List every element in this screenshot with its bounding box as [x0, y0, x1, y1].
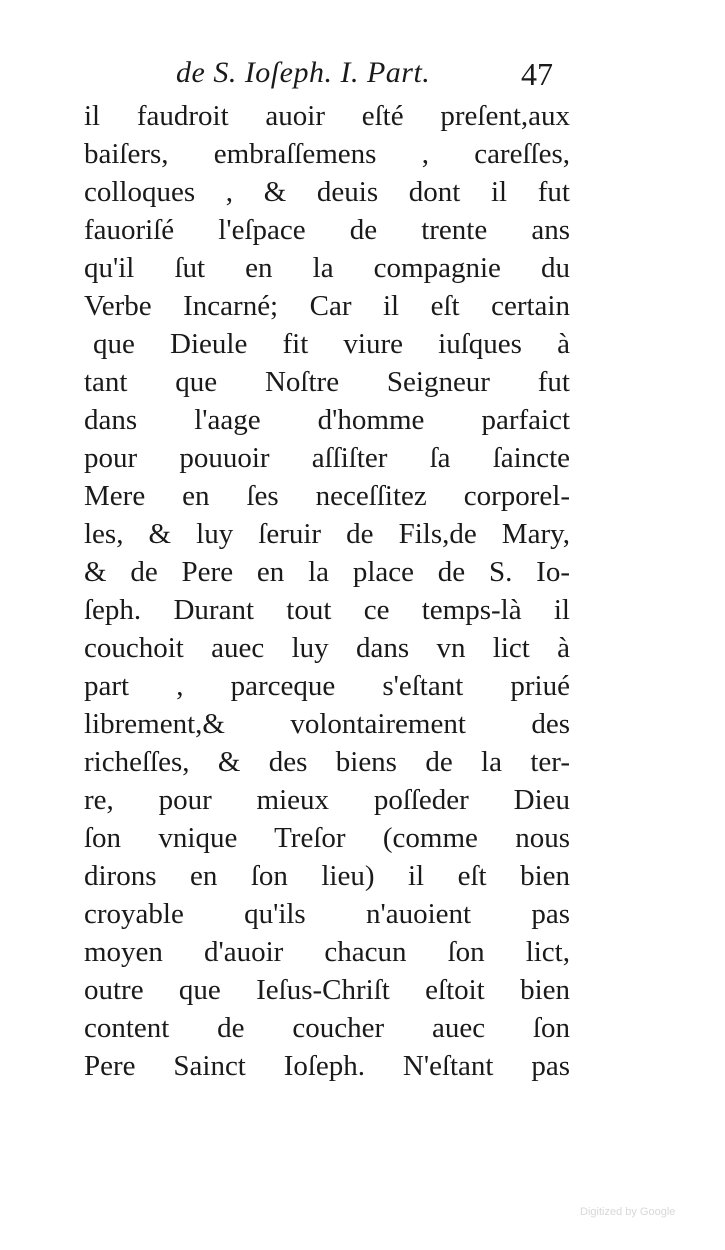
text-line: content de coucher auec ſon	[84, 1012, 570, 1044]
text-line: ſon vnique Treſor (comme nous	[84, 822, 570, 854]
text-line: part , parceque s'eſtant priué	[84, 670, 570, 702]
text-line: croyable qu'ils n'auoient pas	[84, 898, 570, 930]
text-line: fauoriſé l'eſpace de trente ans	[84, 214, 570, 246]
text-line: Pere Sainct Ioſeph. N'eſtant pas	[84, 1050, 570, 1082]
text-line: qu'il ſut en la compagnie du	[84, 252, 570, 284]
page-number: 47	[521, 56, 553, 92]
digitization-watermark: Digitized by Google	[580, 1206, 676, 1218]
text-line: tant que Noſtre Seigneur fut	[84, 366, 570, 398]
text-line: re, pour mieux poſſeder Dieu	[84, 784, 570, 816]
text-line: dans l'aage d'homme parfaict	[84, 404, 570, 436]
text-line: il faudroit auoir eſté preſent,aux	[84, 100, 570, 132]
text-line: outre que Ieſus-Chriſt eſtoit bien	[84, 974, 570, 1006]
text-line: Verbe Incarné; Car il eſt certain	[84, 290, 570, 322]
text-line: moyen d'auoir chacun ſon lict,	[84, 936, 570, 968]
text-line: & de Pere en la place de S. Io-	[84, 556, 570, 588]
text-line: baiſers, embraſſemens , careſſes,	[84, 138, 570, 170]
running-title: de S. Ioſeph. I. Part.	[176, 56, 431, 89]
page-header	[176, 56, 576, 96]
text-line: les, & luy ſeruir de Fils,de Mary,	[84, 518, 570, 550]
text-line: colloques , & deuis dont il fut	[84, 176, 570, 208]
text-line: dirons en ſon lieu) il eſt bien	[84, 860, 570, 892]
text-line: couchoit auec luy dans vn lict à	[84, 632, 570, 664]
text-line: richeſſes, & des biens de la ter-	[84, 746, 570, 778]
text-line: librement,& volontairement des	[84, 708, 570, 740]
text-line: pour pouuoir aſſiſter ſa ſaincte	[84, 442, 570, 474]
text-line: que Dieule fit viure iuſques à	[93, 328, 570, 360]
text-line: Mere en ſes neceſſitez corporel-	[84, 480, 570, 512]
text-line: ſeph. Durant tout ce temps-là il	[84, 594, 570, 626]
